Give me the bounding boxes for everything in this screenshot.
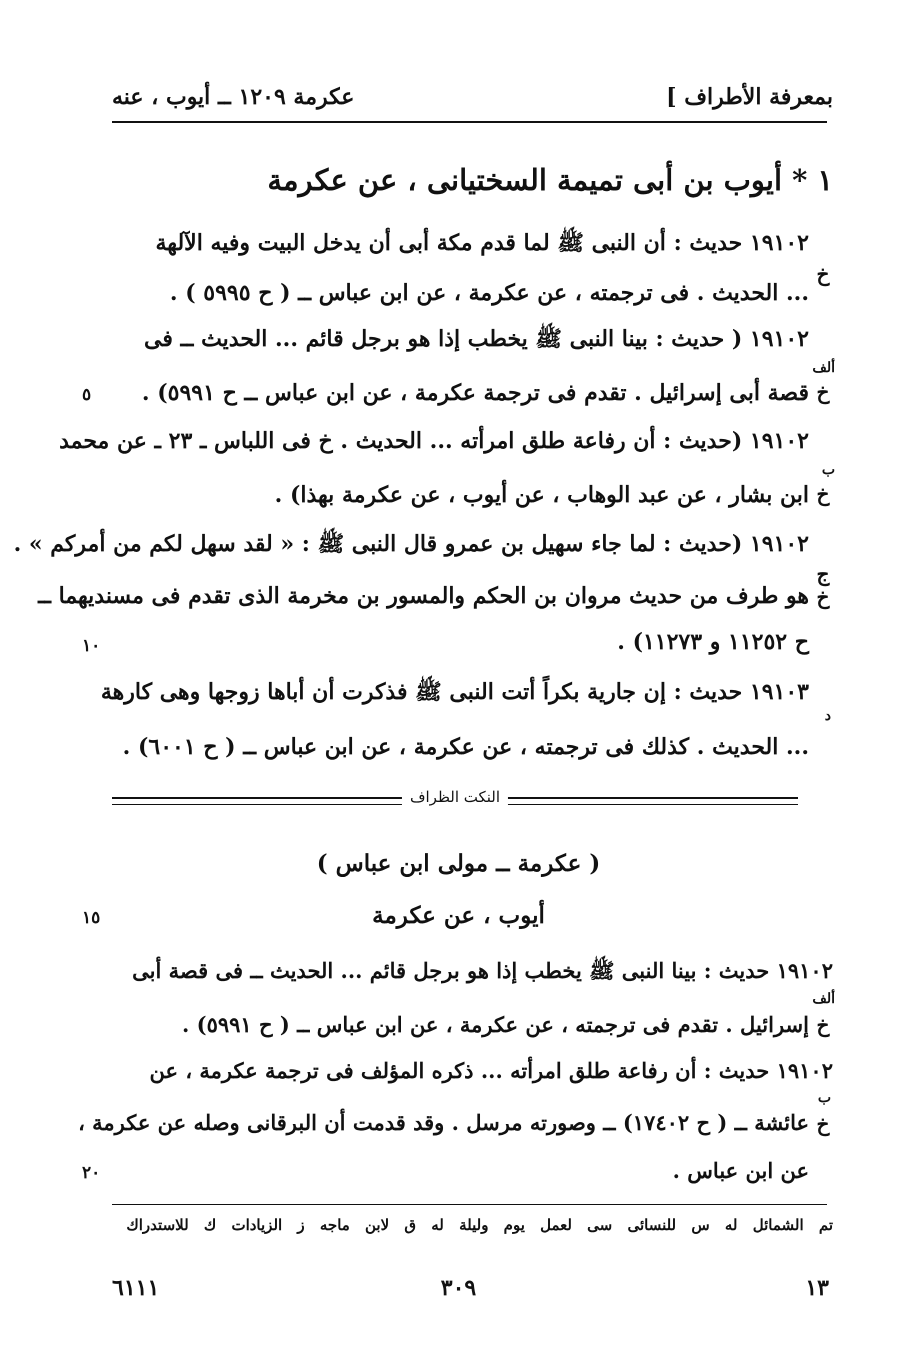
siglum: ب: [821, 462, 835, 478]
footer-rule: [112, 1204, 827, 1205]
page-number-right: ١٣: [805, 1275, 829, 1301]
siglum: خ: [816, 482, 830, 506]
entry-line: قصة أبى إسرائيل . تقدم فى ترجمة عكرمة ، عن ابن عباس ــ ح ٥٩٩١) .: [141, 380, 809, 406]
sub-heading-1: ( عكرمة ــ مولى ابن عباس ): [316, 850, 601, 877]
siglum: ج: [816, 562, 830, 586]
section-title: أيوب بن أبى تميمة السختيانى ، عن عكرمة: [267, 163, 783, 197]
entry-line: ١٩١٠٢ ( حديث : بينا النبى ﷺ يخطب إذا هو برجل قائم ... الحديث ــ فى: [144, 326, 809, 352]
sub-heading-2: أيوب ، عن عكرمة: [372, 902, 545, 929]
section-title-row: [267, 163, 833, 197]
page-number-left: ٦١١١: [112, 1275, 160, 1301]
ornament-divider: [112, 790, 798, 812]
entry-line: ١٩١٠٢ حديث : بينا النبى ﷺ يخطب إذا هو برجل قائم ... الحديث ــ فى قصة أبى: [132, 958, 833, 983]
entry-line: ١٩١٠٢ حديث : أن النبى ﷺ لما قدم مكة أبى أن يدخل البيت وفيه الآلهة: [155, 230, 809, 256]
entry-line: ح ١١٢٥٢ و ١١٢٧٣) .: [617, 629, 809, 655]
siglum: خ: [816, 1013, 830, 1037]
line-number: ٥: [82, 385, 92, 405]
section-marker: ١ *: [792, 163, 833, 197]
abbreviation-legend: تم الشمائل له س للنسائى سى لعمل يوم وليلة له ق لابن ماجه ز الزيادات ك للاستدراك: [126, 1216, 833, 1234]
siglum: د: [824, 708, 831, 724]
line-number: ١٥: [82, 908, 101, 928]
page-number-center: ٣٠٩: [440, 1275, 477, 1301]
entry-line: إسرائيل . تقدم فى ترجمته ، عن عكرمة ، عن ابن عباس ــ ( ح ٥٩٩١) .: [182, 1012, 809, 1037]
entry-line: ١٩١٠٢ (حديث : أن رفاعة طلق امرأته ... الحديث . خ فى اللباس ـ ٢٣ ـ عن محمد: [59, 428, 809, 454]
running-header-left: عكرمة ١٢٠٩ ــ أيوب ، عنه: [112, 84, 355, 110]
running-header-right: بمعرفة الأطراف ]: [666, 84, 833, 110]
entry-line: ... الحديث . فى ترجمته ، عن عكرمة ، عن ابن عباس ــ ( ح ٥٩٩٥ ) .: [169, 280, 809, 306]
entry-line: ابن بشار ، عن عبد الوهاب ، عن أيوب ، عن عكرمة بهذا) .: [274, 482, 809, 508]
siglum: خ: [816, 1112, 830, 1136]
entry-line: هو طرف من حديث مروان بن الحكم والمسور بن مخرمة الذى تقدم فى مسنديهما ــ: [38, 583, 809, 609]
ornament-label: النكت الظراف: [402, 788, 508, 806]
entry-line: ١٩١٠٣ حديث : إن جارية بكراً أتت النبى ﷺ فذكرت أن أباها زوجها وهى كارهة: [100, 679, 809, 705]
siglum: خ: [816, 380, 830, 404]
header-rule: [112, 121, 827, 123]
entry-line: ١٩١٠٢ (حديث : لما جاء سهيل بن عمرو قال النبى ﷺ : « لقد سهل لكم من أمركم » .: [13, 531, 809, 557]
line-number: ٢٠: [82, 1163, 101, 1183]
entry-line: عن ابن عباس .: [672, 1158, 809, 1183]
siglum: خ: [816, 585, 830, 609]
siglum: ألف: [812, 991, 835, 1007]
siglum: خ: [816, 262, 830, 286]
line-number: ١٠: [82, 636, 101, 656]
entry-line: عائشة ــ ( ح ١٧٤٠٢) ــ وصورته مرسل . وقد قدمت أن البرقانى وصله عن عكرمة ،: [78, 1110, 809, 1135]
entry-line: ... الحديث . كذلك فى ترجمته ، عن عكرمة ، عن ابن عباس ــ ( ح ٦٠٠١) .: [122, 734, 809, 760]
siglum: ألف: [812, 360, 835, 376]
entry-line: ١٩١٠٢ حديث : أن رفاعة طلق امرأته ... ذكره المؤلف فى ترجمة عكرمة ، عن: [149, 1058, 833, 1083]
siglum: ب: [817, 1090, 831, 1106]
